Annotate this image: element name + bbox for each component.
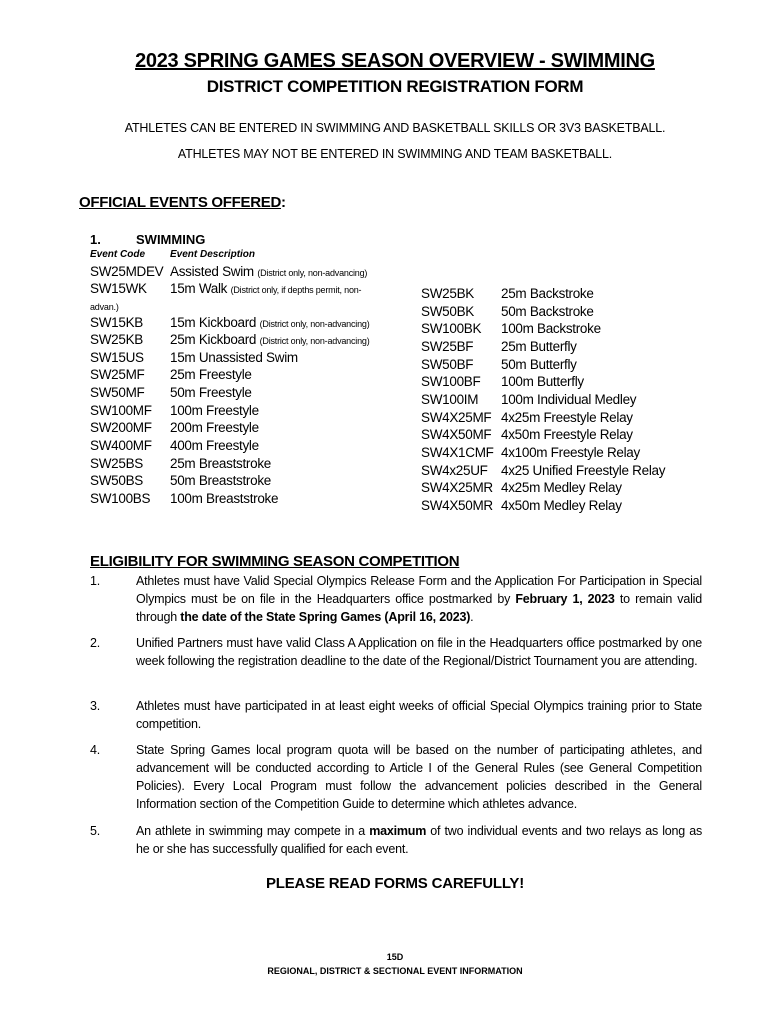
event-description: 25m Backstroke: [501, 286, 594, 301]
read-forms-notice: PLEASE READ FORMS CAREFULLY!: [265, 875, 525, 892]
event-note: (District only, non-advancing): [259, 336, 370, 346]
section-number: 1.: [90, 232, 101, 247]
eligibility-item: [90, 822, 702, 858]
event-code: SW25MF: [90, 367, 145, 382]
event-description: 4x25m Freestyle Relay: [501, 410, 633, 425]
event-list-left: [90, 263, 420, 513]
page-title: 2023 SPRING GAMES SEASON OVERVIEW - SWIMMING: [135, 50, 655, 72]
state-games-date: the date of the State Spring Games (April 16, 2023): [180, 610, 471, 624]
item-text: Unified Partners must have valid Class A Application on file in the Headquarters office postmarked by one week following the registration deadline to the date of the Regional/District Tournament you are attending.: [136, 636, 702, 668]
event-code: SW50BK: [421, 304, 474, 319]
event-description: 25m Freestyle: [170, 367, 252, 382]
event-description: 50m Freestyle: [170, 385, 252, 400]
event-code: SW400MF: [90, 438, 152, 453]
event-code: SW4x25UF: [421, 463, 488, 478]
events-heading: [79, 194, 286, 211]
event-description: 4x25m Medley Relay: [501, 480, 622, 495]
event-name: Assisted Swim: [170, 264, 254, 279]
event-description: 15m Unassisted Swim: [170, 350, 298, 365]
event-code: SW25BK: [421, 286, 474, 301]
event-list-right: [421, 285, 751, 520]
event-code: SW50MF: [90, 385, 145, 400]
section-name: SWIMMING: [136, 232, 206, 247]
event-code: SW4X50MR: [421, 498, 493, 513]
event-code: SW100BK: [421, 321, 482, 336]
item-number: 2.: [90, 636, 101, 650]
events-heading-colon: :: [281, 194, 286, 211]
event-code: SW15US: [90, 350, 144, 365]
page-number: 15D: [386, 952, 404, 962]
event-description: 200m Freestyle: [170, 420, 259, 435]
eligibility-item: [90, 572, 702, 626]
event-code: SW15WK: [90, 281, 147, 296]
event-description: 100m Freestyle: [170, 403, 259, 418]
item-number: 3.: [90, 699, 101, 713]
event-code: SW25MDEV: [90, 264, 164, 279]
event-code: SW25BF: [421, 339, 474, 354]
restriction-note: ATHLETES MAY NOT BE ENTERED IN SWIMMING AND TEAM BASKETBALL.: [177, 147, 613, 161]
event-note: (District only, if depths permit, non-: [230, 285, 362, 295]
item-number: 4.: [90, 743, 101, 757]
event-description: 400m Freestyle: [170, 438, 259, 453]
event-description: 100m Individual Medley: [501, 392, 637, 407]
item-number: 1.: [90, 574, 101, 588]
event-code: SW4X1CMF: [421, 445, 494, 460]
event-code-column-header: Event Code: [90, 249, 146, 260]
event-description: 100m Butterfly: [501, 374, 584, 389]
item-text: Athletes must have participated in at least eight weeks of official Special Olympics training prior to State competition.: [136, 699, 702, 731]
event-name: 15m Walk: [170, 281, 228, 296]
event-description: 25m Butterfly: [501, 339, 577, 354]
event-description: 50m Backstroke: [501, 304, 594, 319]
event-description: 100m Breaststroke: [170, 491, 279, 506]
event-code: SW4X25MR: [421, 480, 493, 495]
eligibility-item: [90, 634, 702, 670]
event-description: 50m Breaststroke: [170, 473, 271, 488]
event-code: SW100BF: [421, 374, 481, 389]
events-heading-text: OFFICIAL EVENTS OFFERED: [79, 194, 282, 211]
event-code: SW25BS: [90, 456, 143, 471]
eligibility-heading: ELIGIBILITY FOR SWIMMING SEASON COMPETITION: [90, 553, 460, 570]
event-description: 4x100m Freestyle Relay: [501, 445, 640, 460]
item-text-part: An athlete in swimming may compete in a: [136, 824, 370, 838]
event-code: SW100BS: [90, 491, 151, 506]
event-description: 4x25 Unified Freestyle Relay: [501, 463, 666, 478]
event-code: SW200MF: [90, 420, 152, 435]
event-description-column-header: Event Description: [170, 249, 256, 260]
event-description: 100m Backstroke: [501, 321, 601, 336]
event-code: SW100MF: [90, 403, 152, 418]
deadline-date: February 1, 2023: [515, 592, 615, 606]
event-note: (District only, non-advancing): [257, 268, 368, 278]
item-text: [136, 822, 702, 858]
event-code: SW100IM: [421, 392, 479, 407]
item-text-part: Athletes must have Valid Special Olympics Release Form and the Application For Participation in Special Olympics must be on file in the Headquarters office postmarked by: [136, 574, 702, 606]
item-text: [136, 572, 702, 626]
event-description: 4x50m Freestyle Relay: [501, 427, 633, 442]
eligibility-item: [90, 697, 702, 733]
entry-note: ATHLETES CAN BE ENTERED IN SWIMMING AND BASKETBALL SKILLS OR 3V3 BASKETBALL.: [124, 121, 666, 135]
event-name: 25m Kickboard: [170, 332, 257, 347]
footer-section-label: REGIONAL, DISTRICT & SECTIONAL EVENT INFORMATION: [267, 966, 523, 976]
event-code: SW4X25MF: [421, 410, 492, 425]
event-note: (District only, non-advancing): [259, 319, 370, 329]
item-number: 5.: [90, 824, 101, 838]
event-code: SW4X50MF: [421, 427, 492, 442]
event-code: SW50BF: [421, 357, 474, 372]
page-subtitle: DISTRICT COMPETITION REGISTRATION FORM: [206, 77, 584, 96]
event-description: [170, 331, 370, 350]
item-text: State Spring Games local program quota will be based on the number of participating athletes, and advancement will be conducted according to Article I of the General Rules (see General Competition Policies). Every Local Program must follow the advancement policies described in the General Information section of the Competition Guide to determine which athletes advance.: [136, 743, 702, 811]
event-code: SW15KB: [90, 315, 143, 330]
event-description: 25m Breaststroke: [170, 456, 271, 471]
event-note-continued: advan.): [90, 302, 119, 312]
item-text-part: .: [470, 610, 474, 624]
event-name: 15m Kickboard: [170, 315, 257, 330]
event-description: 50m Butterfly: [501, 357, 577, 372]
event-code: SW50BS: [90, 473, 143, 488]
item-text-part: of two individual events and two relays as long as he or she has successfully qualified for each event.: [136, 824, 702, 856]
eligibility-item: [90, 741, 702, 813]
item-text-part: to remain valid through: [136, 592, 702, 624]
event-description: 4x50m Medley Relay: [501, 498, 622, 513]
event-description: [170, 280, 361, 299]
swimming-section-heading: [90, 232, 205, 247]
event-code: SW25KB: [90, 332, 143, 347]
maximum-emphasis: maximum: [369, 824, 427, 838]
